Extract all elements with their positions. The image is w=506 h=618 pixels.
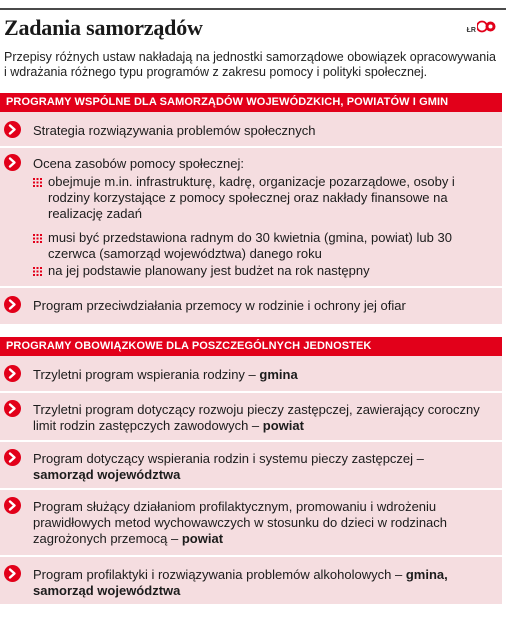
grid-bullet-icon [33, 267, 42, 276]
section1-subitem-scope: obejmuje m.in. infrastrukturę, kadrę, organizacje pozarządowe, osoby i rodziny korzystające z pomocy społecznej oraz nakłady finansowe na realizację zadań [48, 174, 455, 221]
grid-bullet-icon [33, 234, 42, 243]
section1-subitem-budget: na jej podstawie planowany jest budżet na rok następny [48, 263, 370, 278]
page-title: Zadania samorządów [4, 15, 203, 40]
section2-divider-1 [0, 391, 502, 393]
arrow-right-icon [4, 497, 21, 514]
section2-item-prevention: Program służący działaniom profilaktycznym, promowaniu i wdrożeniu prawidłowych metod wychowawczych w stosunku do dzieci w rodzinach zagrożonych przemocą – powiat [33, 499, 448, 546]
section2-item-foster-care: Trzyletni program dotyczący rozwoju pieczy zastępczej, zawierający coroczny limit rodzin zastępczych zawodowych – powiat [33, 402, 480, 433]
section2-item-family-support: Trzyletni program wspierania rodziny – gmina [33, 367, 298, 382]
intro-text: Przepisy różnych ustaw nakładają na jednostki samorządowe obowiązek opracowywania i wdrażania różnego typu programów z zakresu pomocy i polityki społecznej. [4, 50, 496, 79]
section1-item-strategy: Strategia rozwiązywania problemów społecznych [33, 123, 316, 138]
section1-divider-2 [0, 286, 502, 288]
arrow-right-icon [4, 365, 21, 382]
section1-item-assessment: Ocena zasobów pomocy społecznej: [33, 156, 245, 171]
arrow-right-icon [4, 296, 21, 313]
author-credit: ŁR [466, 27, 476, 34]
publisher-logo-icon [477, 20, 496, 33]
arrow-right-icon [4, 121, 21, 138]
top-rule [0, 8, 506, 10]
arrow-right-icon [4, 449, 21, 466]
section2-divider-3 [0, 488, 502, 490]
arrow-right-icon [4, 400, 21, 417]
section1-item-violence: Program przeciwdziałania przemocy w rodzinie i ochrony jej ofiar [33, 298, 406, 313]
section2-divider-2 [0, 440, 502, 442]
section1-header: PROGRAMY WSPÓLNE DLA SAMORZĄDÓW WOJEWÓDZKICH, POWIATÓW I GMIN [0, 93, 502, 112]
section1-subitem-deadline: musi być przedstawiona radnym do 30 kwietnia (gmina, powiat) lub 30 czerwca (samorząd województwa) danego roku [48, 230, 452, 261]
section1-divider-1 [0, 146, 502, 148]
arrow-right-icon [4, 154, 21, 171]
section2-item-family-system: Program dotyczący wspierania rodzin i systemu pieczy zastępczej – samorząd województwa [33, 451, 424, 482]
arrow-right-icon [4, 565, 21, 582]
section2-item-alcohol: Program profilaktyki i rozwiązywania problemów alkoholowych – gmina, samorząd województwa [33, 567, 448, 598]
section2-header: PROGRAMY OBOWIĄZKOWE DLA POSZCZEGÓLNYCH JEDNOSTEK [0, 337, 502, 356]
grid-bullet-icon [33, 178, 42, 187]
section2-divider-4 [0, 555, 502, 557]
